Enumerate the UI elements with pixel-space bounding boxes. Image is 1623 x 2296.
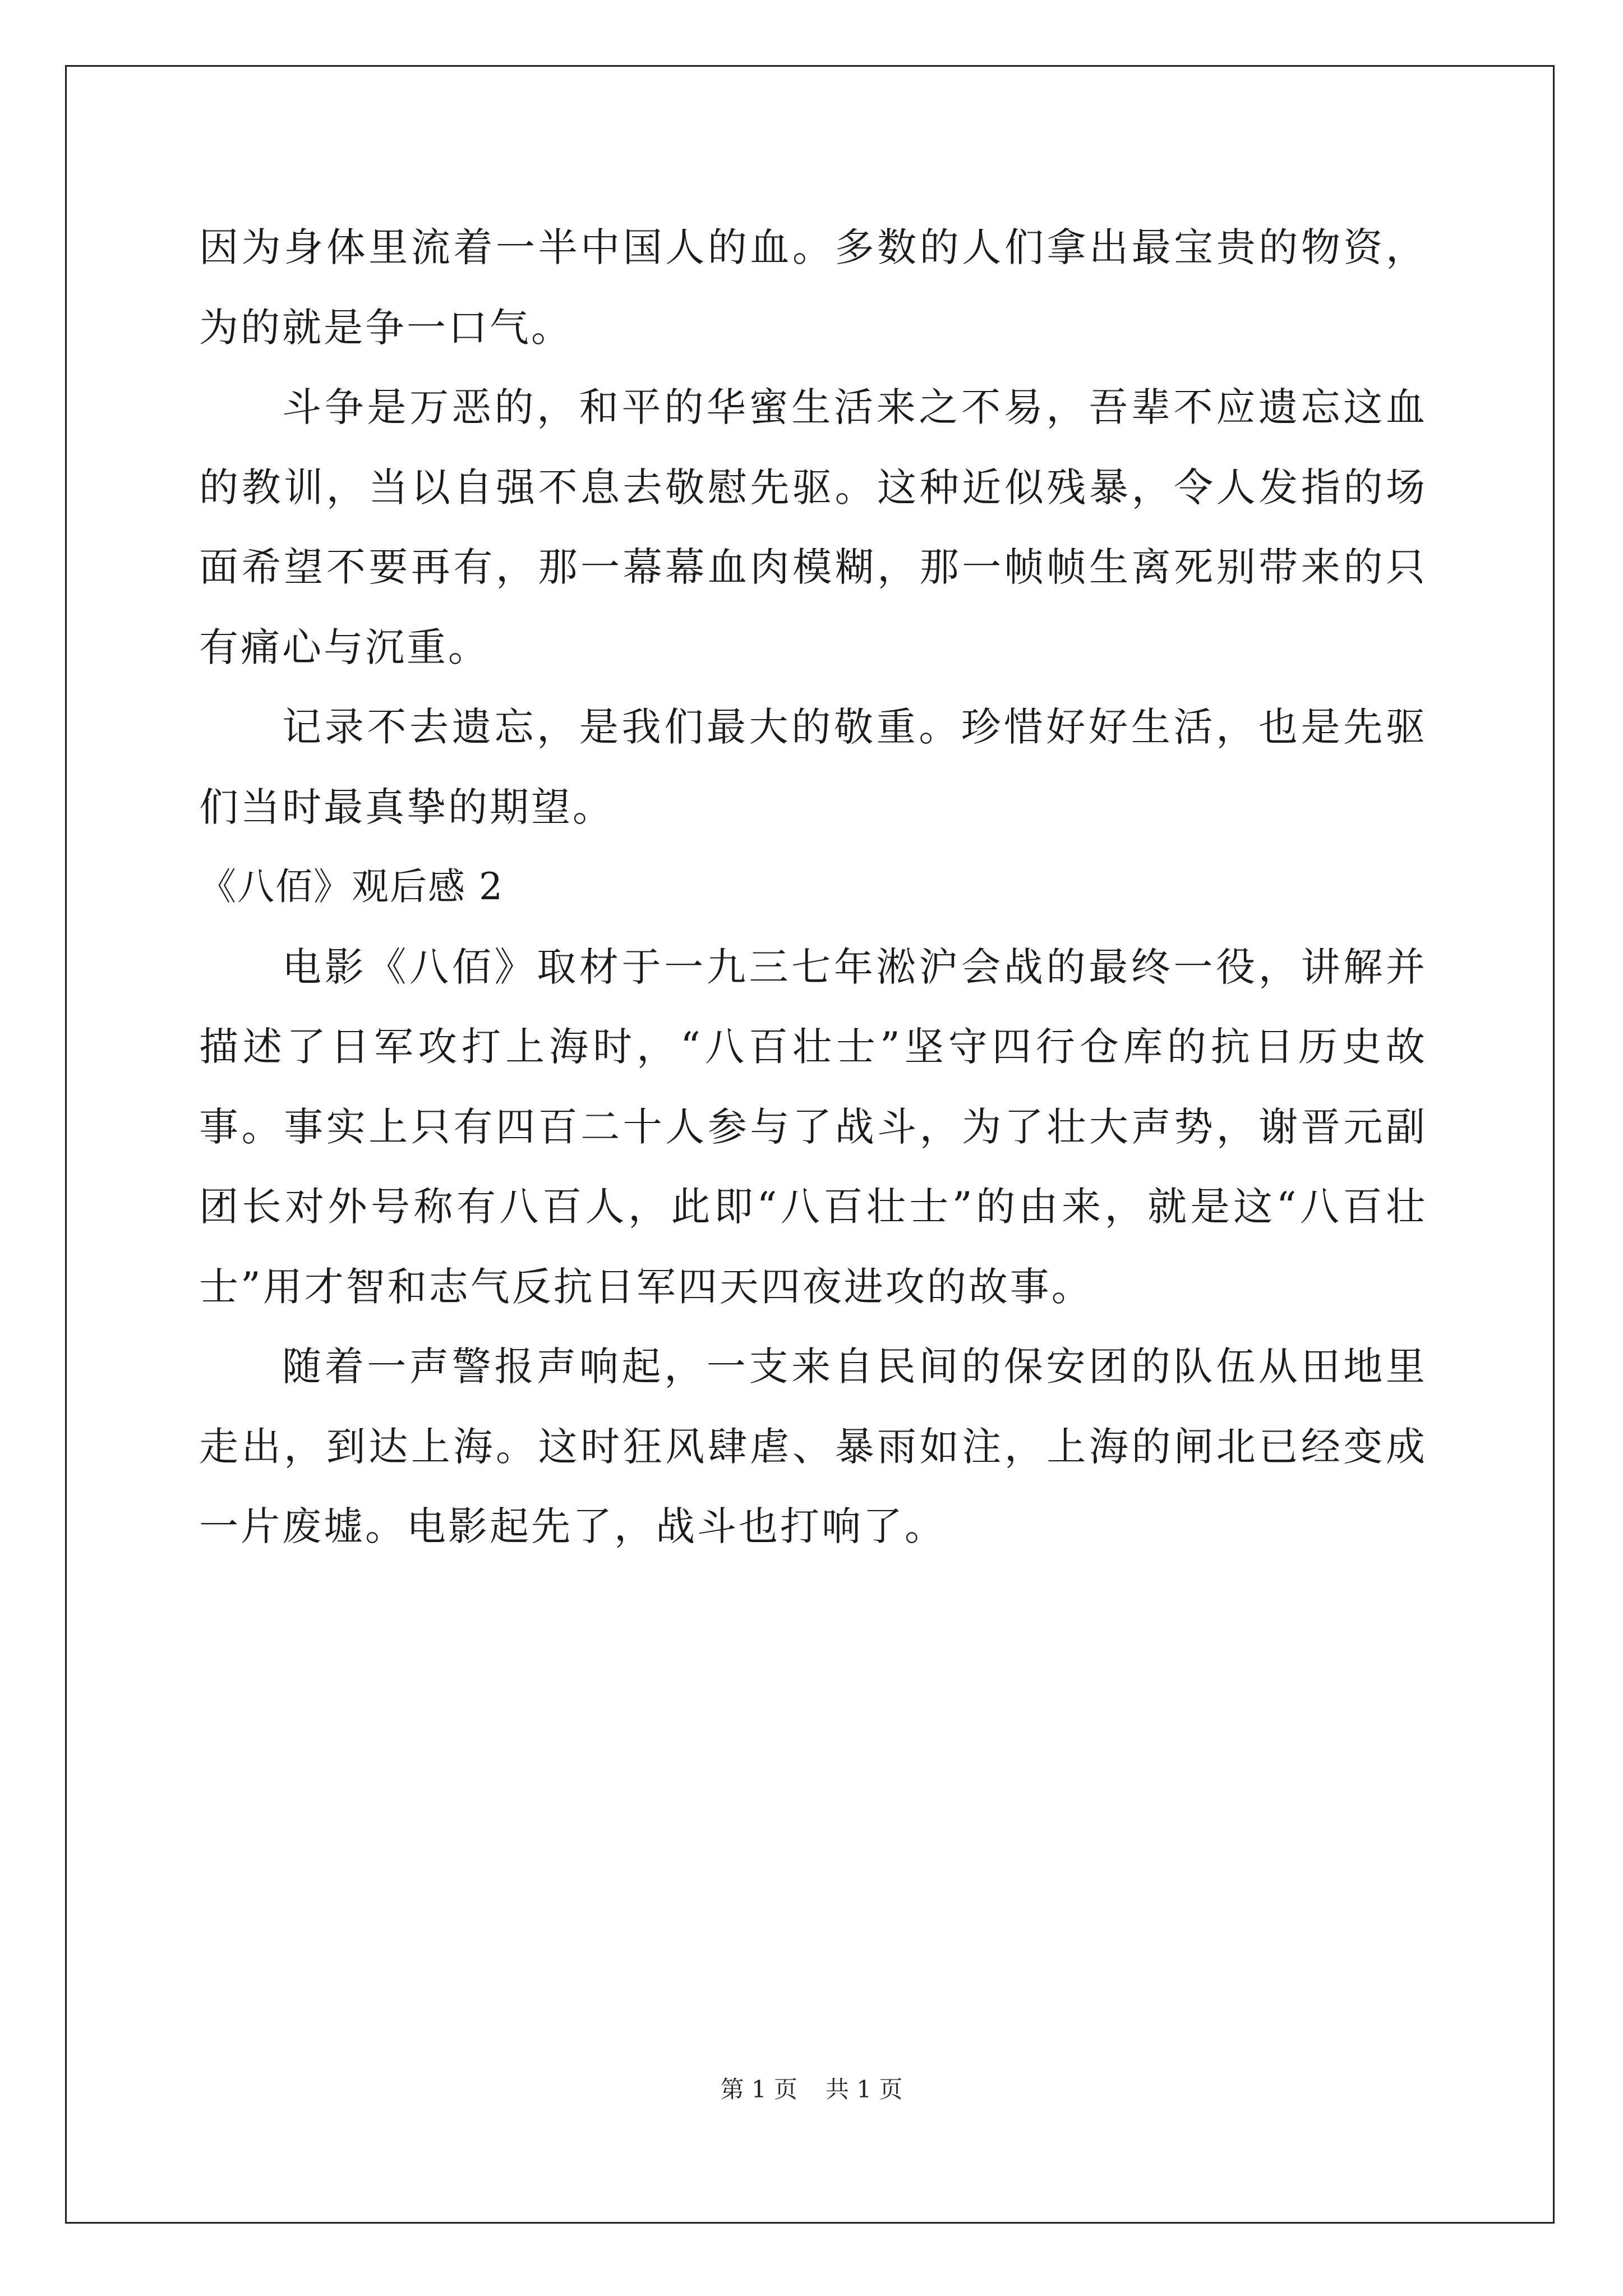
section-heading: 《八佰》观后感 2 bbox=[199, 865, 504, 908]
paragraph-3: 记录不去遗忘，是我们最大的敬重。珍惜好好生活，也是先驱们当时最真挚的期望。 bbox=[199, 704, 1427, 830]
document-body bbox=[199, 208, 1427, 1567]
paragraph-5: 随着一声警报声响起，一支来自民间的保安团的队伍从田地里走出，到达上海。这时狂风肆虐、暴雨如注，上海的闸北已经变成一片废墟。电影起先了，战斗也打响了。 bbox=[199, 1343, 1427, 1549]
paragraph-1: 因为身体里流着一半中国人的血。多数的人们拿出最宝贵的物资，为的就是争一口气。 bbox=[199, 224, 1427, 351]
page-footer bbox=[0, 2073, 1623, 2106]
paragraph-4: 电影《八佰》取材于一九三七年淞沪会战的最终一役，讲解并描述了日军攻打上海时，“八百壮士”坚守四行仓库的抗日历史故事。事实上只有四百二十人参与了战斗，为了壮大声势，谢晋元副团长对外号称有八百人，此即“八百壮士”的由来，就是这“八百壮士”用才智和志气反抗日军四天四夜进攻的故事。 bbox=[199, 944, 1427, 1310]
page-total: 共 1 页 bbox=[826, 2076, 903, 2103]
paragraph-2: 斗争是万恶的，和平的华蜜生活来之不易，吾辈不应遗忘这血的教训，当以自强不息去敬慰先驱。这种近似残暴，令人发指的场面希望不要再有，那一幕幕血肉模糊，那一帧帧生离死别带来的只有痛心与沉重。 bbox=[199, 384, 1427, 670]
page-number: 第 1 页 bbox=[720, 2076, 797, 2103]
